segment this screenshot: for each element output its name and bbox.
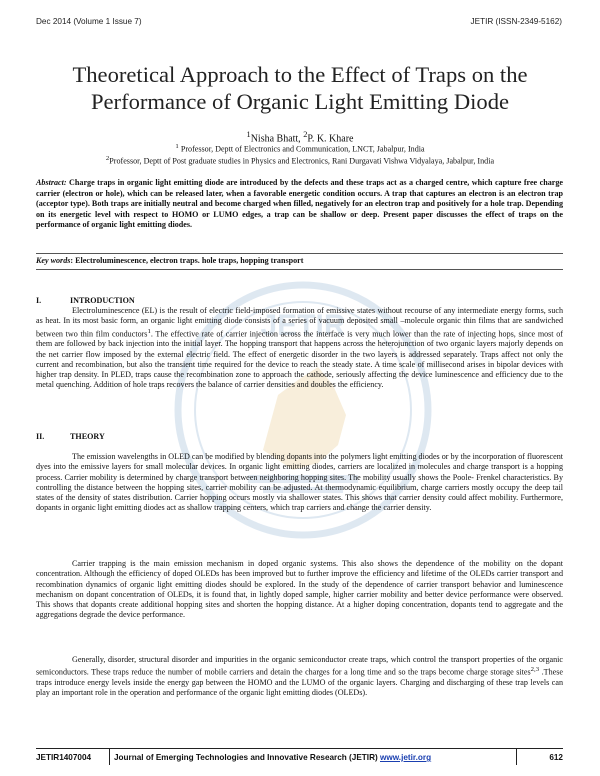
keywords-top-rule xyxy=(36,253,563,254)
introduction-paragraph xyxy=(36,306,563,391)
section-heading-theory xyxy=(36,432,105,441)
section-2-number: II. xyxy=(36,432,45,441)
keywords-text: : Electroluminescence, electron traps. hole traps, hopping transport xyxy=(70,256,304,265)
keywords-label: Key words xyxy=(36,256,71,265)
author1-superscript: 1 xyxy=(246,130,251,139)
theory-paragraph-3 xyxy=(36,655,563,699)
affiliation-1-text: Professor, Deptt of Electronics and Communication, LNCT, Jabalpur, India xyxy=(178,144,425,154)
abstract xyxy=(36,178,563,231)
footer-article-id: JETIR1407004 xyxy=(36,753,92,762)
keywords xyxy=(36,256,563,265)
footer-separator-2 xyxy=(516,749,517,765)
watermark-text: JETIR xyxy=(260,309,346,342)
title-line-2: Performance of Organic Light Emitting Diode xyxy=(90,89,510,114)
reference-1-superscript: 1 xyxy=(147,327,151,335)
section-heading-introduction xyxy=(36,296,135,305)
keywords-bottom-rule xyxy=(36,269,563,270)
author2-superscript: 2 xyxy=(303,130,308,139)
footer-rule xyxy=(36,748,563,749)
section-2-title: THEORY xyxy=(70,432,105,441)
abstract-label: Abstract: xyxy=(36,178,67,187)
footer-website-link[interactable]: www.jetir.org xyxy=(380,753,432,762)
reference-2-3-superscript: 2,3 xyxy=(530,666,540,674)
theory-p3-text-part-2: .These traps introduce energy levels inside the energy gap between the HOMO and the LUMO of the organic layers. Charging and discharging of these trap levels can play an important role in the operation and performance of the organic light emitting diodes (OLEDs). xyxy=(36,667,563,698)
page-number: 612 xyxy=(549,753,563,762)
theory-paragraph-1: The emission wavelengths in OLED can be modified by blending dopants into the polymers light emitting diodes or by the incorporation of fluorescent dyes into the emissive layers for small molecular devices. In organic light emitting diodes, carriers are localized in molecules and charge transport is a hopping process. Carrier mobility is determined by charge transport between neighboring hopping sites. The mobility usually shows the Poole- Frenkel characteristics. By controlling the distance between the hopping sites, carrier mobility can be adjusted. At thermodynamic equilibrium, charge carriers mostly occupy the deep tail states of the density of states distribution. Carrier hopping occurs mostly via shallower states. This shows that carrier density could affect mobility. Furthermore, dopants in organic light emitting diodes act as shallow trapping centers, which trap carriers and change the carrier density. xyxy=(36,452,563,513)
paper-title xyxy=(40,61,560,115)
affiliation-1 xyxy=(0,143,600,154)
footer-journal-name: Journal of Emerging Technologies and Innovative Research (JETIR) xyxy=(114,753,380,762)
title-line-1: Theoretical Approach to the Effect of Traps on the xyxy=(72,62,528,87)
affiliation-2-text: Professor, Deptt of Post graduate studies in Physics and Electronics, Rani Durgavati Vishwa Vidyalaya, Jabalpur, India xyxy=(109,156,495,166)
section-1-title: INTRODUCTION xyxy=(70,296,135,305)
footer-separator xyxy=(109,749,110,765)
intro-text-part-2: . The effective rate of carrier injection across the interface is very much lower than the rate of injecting hops, since most of them are followed by back injection into the initial layer. The hopping transport that happens across the heterojunction of two organic layers majorly depends on the net carrier flow imposed by the external electric field. The effect of energetic disorder in the two layers is addressed separately. Traps affect not only the current and recombination, but also the transient time required for the device to reach the steady state. A time scale of millisecond arises in bipolar devices with higher trap density. In PLED, traps cause the recombination zone to approach the cathode, seriously affecting the device luminescence and efficiency due to the metal quenching. Addition of hole traps recovers the balance of carrier densities and doubles the efficiency. xyxy=(36,329,563,390)
theory-paragraph-2: Carrier trapping is the main emission mechanism in doped organic systems. This also shows the dependence of the mobility on the dopant concentration. Although the efficiency of doped OLEDs has been improved but to further improve the efficiency and lifetime of the OLEDs carrier transport and recombination dynamics of organic light emitting diodes should be explored. In the study of the dependence of carrier transport behavior and luminescence mechanism on dopant concentration of OLEDs, it is found that, in lightly doped sample, higher carrier mobility and better device performance were observed. This shows that dopants create additional hopping sites and shorten the hopping distance. At a higher doping concentration, dopants tend to aggregate and the aggregations degrade the device performance. xyxy=(36,559,563,620)
affiliation-1-superscript: 1 xyxy=(175,143,179,150)
affiliation-2 xyxy=(0,155,600,166)
section-1-number: I. xyxy=(36,296,42,305)
intro-text-part-1: Electroluminescence (EL) is the result of electric field-imposed formation of emissive states without recourse of any intermediate energy forms, such as heat. In its most basic form, an organic light emitting diode consists of a series of vacuum deposited small –molecule organic thin films that are sandwiched between two thin film conductors xyxy=(36,306,563,339)
author2-name: P. K. Khare xyxy=(307,133,354,145)
theory-p3-text-part-1: Generally, disorder, structural disorder and impurities in the organic semiconductor create traps, which control the transport properties of the organic semiconductors. These traps reduce the number of mobile carriers and detain the charges for a long time and so the traps become charge storage sites xyxy=(36,655,563,677)
author1-name: Nisha Bhatt, xyxy=(250,133,304,145)
affiliation-2-superscript: 2 xyxy=(105,155,110,162)
running-header-right: JETIR (ISSN-2349-5162) xyxy=(470,17,562,26)
abstract-text: Charge traps in organic light emitting diode are introduced by the defects and these traps act as a charged centre, which capture free charge carrier (electron or hole), which can be released later, when a favorable energetic condition occurs. A trap that captures an electron is an electron trap (acceptor type). Both traps are initially neutral and become charged when filled, negatively for an electron trap and positively for a hole trap. Depending on its energetic level with respect to HOMO or LUMO edges, a trap can be shallow or deep. Present paper discusses the effect of traps on the performance of organic light emitting diodes. xyxy=(36,178,563,230)
running-header-left: Dec 2014 (Volume 1 Issue 7) xyxy=(36,17,142,26)
footer-journal xyxy=(114,753,431,762)
